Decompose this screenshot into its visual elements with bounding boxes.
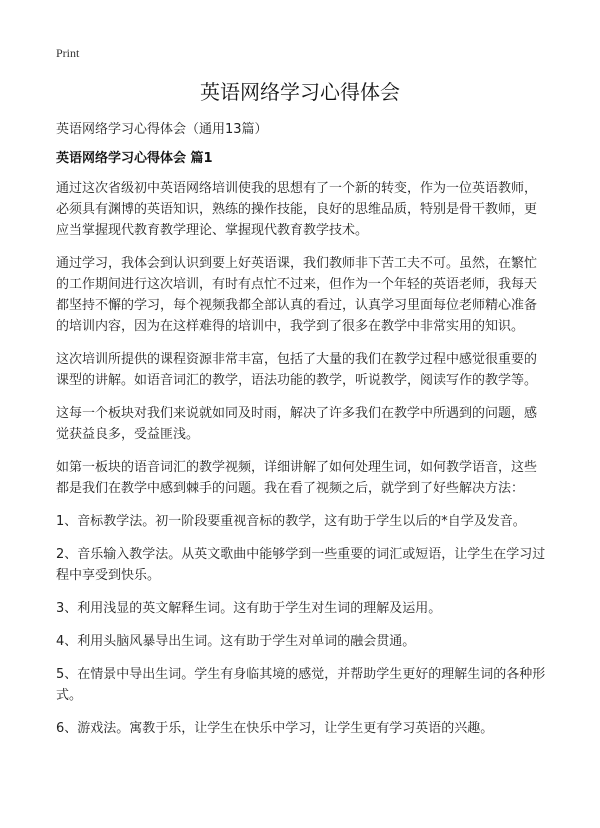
paragraph: 通过这次省级初中英语网络培训使我的思想有了一个新的转变，作为一位英语教师，必须具有渊博的英语知识，熟练的操作技能，良好的思维品质，特别是骨干教师，更应当掌握现代教育教学理论、掌握现代教育教学技术。 [56,181,538,238]
print-link[interactable]: Print [56,46,80,60]
subtitle: 英语网络学习心得体会（通用13篇） [56,122,268,137]
list-item: 6、游戏法。寓教于乐，让学生在快乐中学习，让学生更有学习英语的兴趣。 [56,721,494,736]
list-item: 2、音乐输入教学法。从英文歌曲中能够学到一些重要的词汇或短语，让学生在学习过程中享受到快乐。 [56,547,546,583]
section-heading: 英语网络学习心得体会 篇1 [56,151,213,166]
paragraph: 通过学习，我体会到认识到要上好英语课，我们教师非下苦工夫不可。虽然，在繁忙的工作期间进行这次培训，有时有点忙不过来，但作为一个年轻的英语老师，我每天都坚持不懈的学习，每个视频我都全部认真的看过，认真学习里面每位老师精心准备的培训内容，因为在这样难得的培训中，我学到了很多在教学中非常实用的知识。 [56,256,538,334]
list-item: 3、利用浅显的英文解释生词。这有助于学生对生词的理解及运用。 [56,601,442,616]
paragraph: 这每一个板块对我们来说就如同及时雨，解决了许多我们在教学中所遇到的问题，感觉获益良多，受益匪浅。 [56,406,538,442]
list-item: 1、音标教学法。初一阶段要重视音标的教学，这有助于学生以后的*自学及发音。 [56,514,526,529]
list-item: 4、利用头脑风暴导出生词。这有助于学生对单词的融会贯通。 [56,634,416,649]
article-body [56,178,546,751]
page-title: 英语网络学习心得体会 [200,80,400,104]
paragraph: 如第一板块的语音词汇的教学视频，详细讲解了如何处理生词，如何教学语音，这些都是我们在教学中感到棘手的问题。我在看了视频之后，就学到了好些解决方法： [56,460,538,496]
paragraph: 这次培训所提供的课程资源非常丰富，包括了大量的我们在教学过程中感觉很重要的课型的讲解。如语音词汇的教学，语法功能的教学，听说教学，阅读写作的教学等。 [56,352,538,388]
list-item: 5、在情景中导出生词。学生有身临其境的感觉，并帮助学生更好的理解生词的各种形式。 [56,667,546,703]
